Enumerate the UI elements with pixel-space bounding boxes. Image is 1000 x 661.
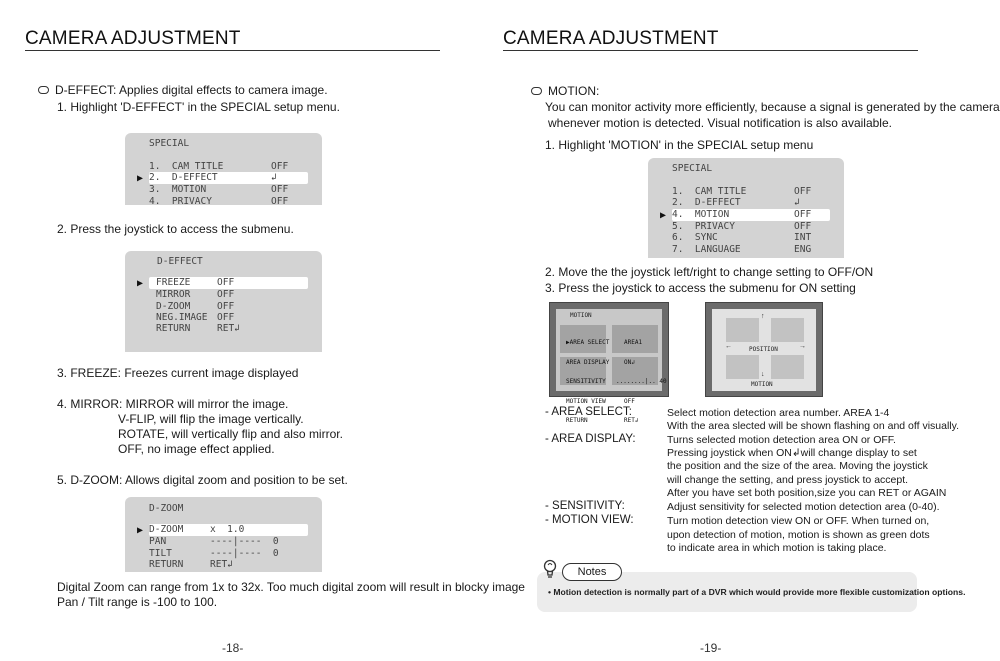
selection-arrow-icon: ▶	[137, 525, 144, 536]
def-line: With the area slected will be shown flashing on and off visually.	[667, 420, 960, 432]
osd-row: 3. MOTION OFF	[149, 184, 289, 195]
motion-heading	[531, 84, 599, 99]
motion-desc-1: You can monitor activity more efficiently, because a signal is generated by the camera	[545, 100, 1000, 114]
def-line: upon detection of motion, motion is shown as green dots	[667, 529, 930, 541]
motion-desc-2: whenever motion is detected. Visual notification is also available.	[548, 116, 892, 130]
osd-header: SPECIAL	[149, 138, 190, 149]
motion-row: AREA DISPLAY ON↲	[566, 358, 635, 366]
position-label: POSITION	[749, 346, 778, 353]
motion-screen-inner	[556, 309, 667, 424]
right-page-number: -19-	[700, 641, 722, 655]
selection-arrow-icon: ▶	[137, 173, 144, 184]
notes-icon	[542, 559, 558, 581]
osd-header: D-EFFECT	[157, 256, 203, 267]
zoom-range-text: Digital Zoom can range from 1x to 32x. Too much digital zoom will result in blocky image	[57, 580, 525, 594]
motion-screen-rows	[566, 327, 667, 438]
osd-row: D-ZOOM OFF	[156, 301, 235, 312]
right-title-rule	[503, 50, 918, 51]
osd-row: MIRROR OFF	[156, 289, 235, 300]
left-page-number: -18-	[222, 641, 244, 655]
note-text: • Motion detection is normally part of a DVR which would provide more flexible customization options.	[548, 587, 966, 597]
motion-row: ▶AREA SELECT AREA1	[566, 339, 643, 346]
osd-row-selected: ▶ 4. MOTION OFF	[672, 209, 830, 221]
right-step2: 2. Move the the joystick left/right to change setting to OFF/ON	[545, 265, 874, 279]
bullet-icon	[38, 86, 49, 94]
position-screen	[705, 302, 823, 397]
bullet-icon	[531, 87, 542, 95]
osd-row: 2. D-EFFECT ↲	[672, 197, 800, 208]
osd-row-selected: ▶ D-ZOOM x 1.0	[149, 524, 308, 536]
def-term: - AREA DISPLAY:	[545, 433, 636, 445]
osd-row: 6. SYNC INT	[672, 232, 812, 243]
left-arrow-icon: ←	[725, 343, 732, 350]
deffect-intro-text: D-EFFECT: Applies digital effects to camera image.	[55, 83, 328, 97]
up-arrow-icon: ↑	[761, 313, 765, 320]
osd-row: RETURN RET↲	[156, 323, 240, 334]
osd-row: 1. CAM TITLE OFF	[672, 186, 812, 197]
osd-row: PAN ----|---- 0	[149, 536, 279, 547]
def-line: Turn motion detection view ON or OFF. When turned on,	[667, 515, 930, 527]
left-page-title: CAMERA ADJUSTMENT	[25, 28, 241, 49]
osd-row: 7. LANGUAGE ENG	[672, 244, 812, 255]
area-block	[771, 318, 804, 342]
def-term: - MOTION VIEW:	[545, 514, 634, 526]
dzoom-text: 5. D-ZOOM: Allows digital zoom and position to be set.	[57, 473, 348, 487]
left-title-rule	[25, 50, 440, 51]
motion-screen-header: MOTION	[570, 312, 592, 319]
mirror-text-2: V-FLIP, will flip the image vertically.	[118, 412, 304, 426]
selection-arrow-icon: ▶	[660, 210, 667, 221]
pan-tilt-text: Pan / Tilt range is -100 to 100.	[57, 595, 218, 609]
motion-heading-text: MOTION:	[548, 84, 600, 98]
motion-row: RETURN RET↲	[566, 417, 639, 424]
osd-row: 5. PRIVACY OFF	[672, 221, 812, 232]
dzoom-menu-osd	[125, 497, 322, 572]
def-term: - AREA SELECT:	[545, 406, 632, 418]
area-block	[771, 355, 804, 379]
osd-header: SPECIAL	[672, 163, 713, 174]
motion-menu-screen	[549, 302, 669, 424]
deffect-menu-osd	[125, 251, 322, 352]
area-block	[726, 355, 759, 379]
mirror-text-4: OFF, no image effect applied.	[118, 442, 275, 456]
right-step3: 3. Press the joystick to access the submenu for ON setting	[545, 281, 856, 295]
osd-row-selected: ▶ FREEZE OFF	[149, 277, 308, 289]
osd-header: D-ZOOM	[149, 503, 184, 514]
left-step2: 2. Press the joystick to access the submenu.	[57, 222, 294, 236]
osd-row-selected: ▶ 2. D-EFFECT ↲	[149, 172, 308, 184]
selection-arrow-icon: ▶	[566, 339, 570, 346]
right-page-title: CAMERA ADJUSTMENT	[503, 28, 719, 49]
osd-row: 4. PRIVACY OFF	[149, 196, 289, 207]
mirror-text-1: 4. MIRROR: MIRROR will mirror the image.	[57, 397, 289, 411]
def-term: - SENSITIVITY:	[545, 500, 625, 512]
motion-row: MOTION VIEW OFF	[566, 397, 635, 405]
special-menu-osd-right	[648, 158, 844, 258]
osd-row: TILT ----|---- 0	[149, 548, 279, 559]
osd-row: RETURN RET↲	[149, 559, 233, 570]
mirror-text-3: ROTATE, will vertically flip and also mirror.	[118, 427, 343, 441]
osd-row: 1. CAM TITLE OFF	[149, 161, 289, 172]
def-line: Select motion detection area number. AREA 1-4	[667, 407, 890, 419]
def-line: Adjust sensitivity for selected motion detection area (0-40).	[667, 501, 940, 513]
osd-row: NEG.IMAGE OFF	[156, 312, 235, 323]
def-line: After you have set both position,size you can RET or AGAIN	[667, 487, 947, 499]
position-footer: MOTION	[751, 381, 773, 388]
freeze-text: 3. FREEZE: Freezes current image displayed	[57, 366, 299, 380]
selection-arrow-icon: ▶	[137, 278, 144, 289]
left-step1: 1. Highlight 'D-EFFECT' in the SPECIAL setup menu.	[57, 100, 340, 114]
deffect-intro	[38, 83, 328, 98]
notes-label: Notes	[562, 563, 622, 581]
def-line: Turns selected motion detection area ON or OFF.	[667, 434, 896, 446]
right-step1: 1. Highlight 'MOTION' in the SPECIAL setup menu	[545, 138, 814, 152]
down-arrow-icon: ↓	[761, 371, 765, 378]
area-block	[726, 318, 759, 342]
def-line: will change the setting, and press joystick to accept.	[667, 474, 909, 486]
right-arrow-icon: →	[799, 343, 806, 350]
motion-row: SENSITIVITY ........|.. 40	[566, 378, 667, 385]
special-menu-osd	[125, 133, 322, 205]
def-line: Pressing joystick when ON↲will change display to set	[667, 447, 917, 459]
def-line: the position and the size of the area. Moving the joystick	[667, 460, 928, 472]
def-line: to indicate area in which motion is taking place.	[667, 542, 887, 554]
position-screen-inner	[712, 309, 816, 391]
